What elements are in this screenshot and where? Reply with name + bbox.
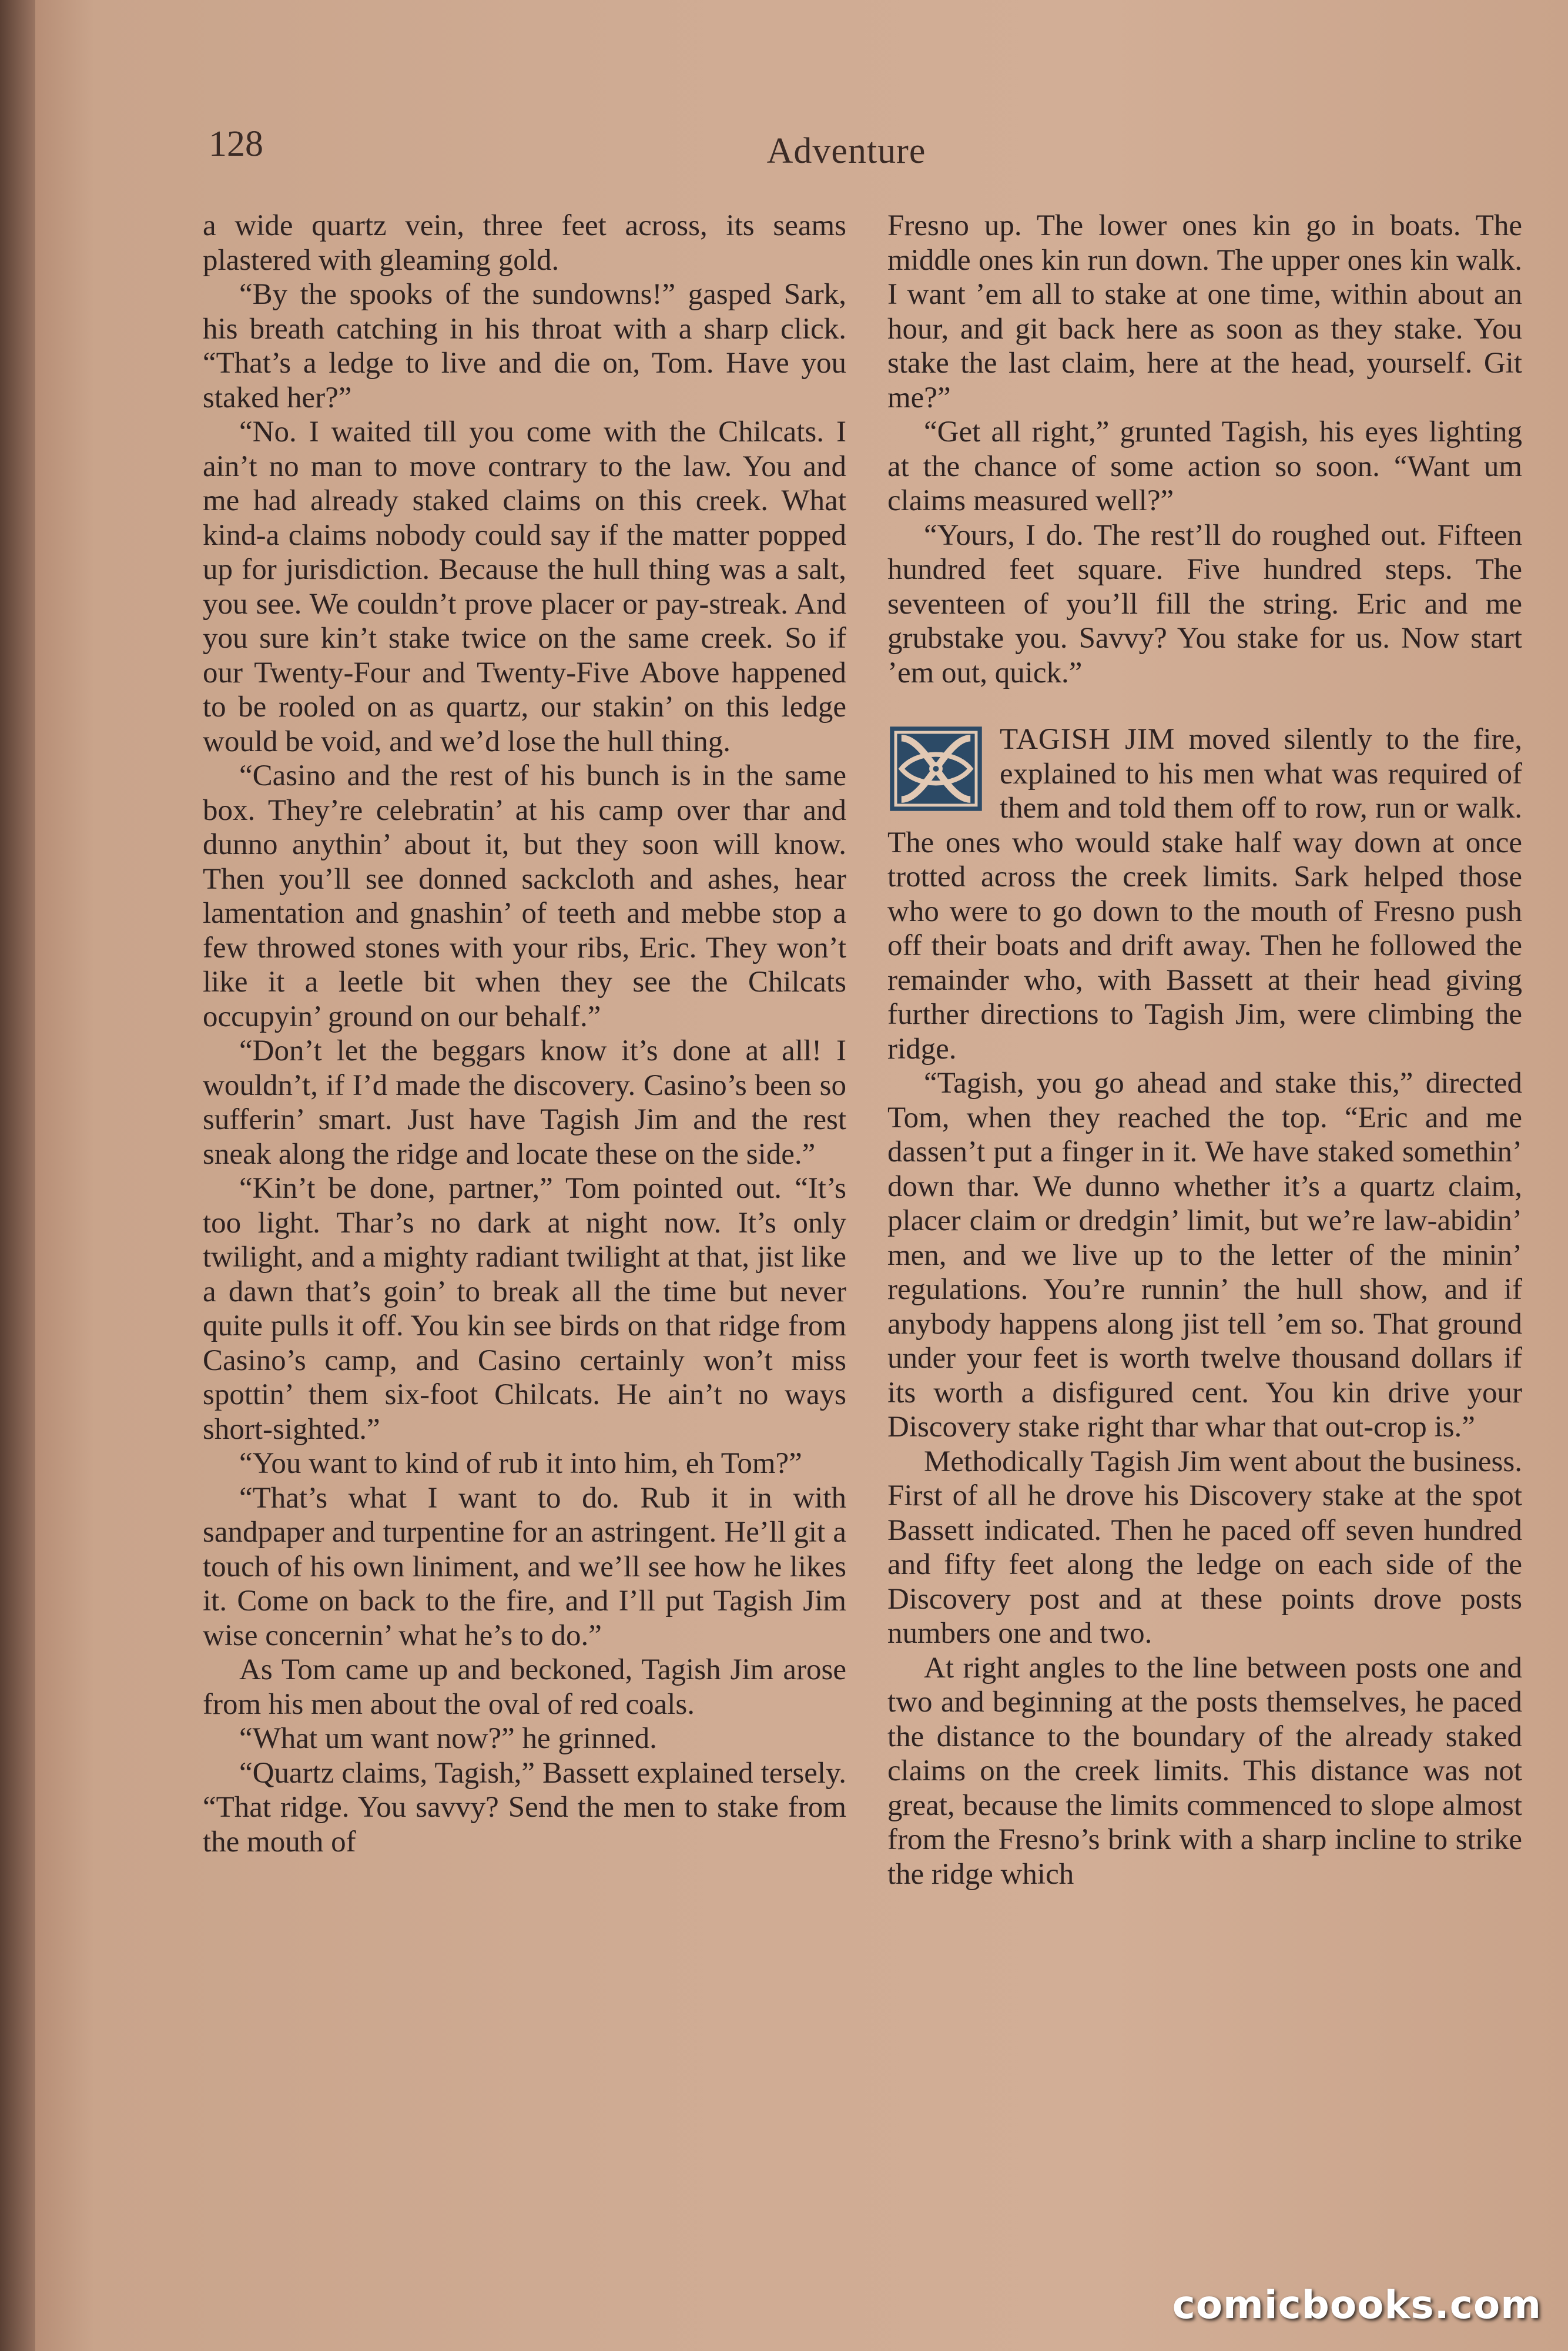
paragraph: “You want to kind of rub it into him, eh Tom?” xyxy=(239,1447,802,1480)
paragraph: “What um want now?” he grinned. xyxy=(239,1722,657,1755)
section-break xyxy=(887,722,1522,1891)
paragraph: At right angles to the line between posts one and two and beginning at the posts themselves, he paced the distance to the boundary of the already staked claims on the creek limits. This distance was not great, because the limits commenced to slope almost from the Fresno’s brink with a sharp incline to strike the ridge which xyxy=(887,1651,1522,1891)
paragraph: As Tom came up and beckoned, Tagish Jim arose from his men about the oval of red coals. xyxy=(203,1653,846,1721)
page-spine-shadow xyxy=(0,0,35,2351)
left-text-column xyxy=(203,209,846,1859)
section-lead-words: TAGISH JIM xyxy=(1000,723,1175,756)
paragraph: “No. I waited till you come with the Chilcats. I ain’t no man to move contrary to the law. You and me had already staked claims on this creek. What kind-a claims nobody could say if the matter popped up for jurisdiction. Because the hull thing was a salt, you see. We couldn’t prove placer or pay-streak. And you sure kin’t stake twice on the same creek. So if our Twenty-Four and Twenty-Five Above happened to be rooled on as quartz, our stakin’ on this ledge would be void, and we’d lose the hull thing. xyxy=(203,416,846,758)
paragraph: “Kin’t be done, partner,” Tom pointed out. “It’s too light. Thar’s no dark at night now. It’s only twilight, and a mighty radiant twilight at that, jist like a dawn that’s goin’ to break all the time but never quite pulls it off. You kin see birds on that ridge from Casino’s camp, and Casino certainly won’t miss spottin’ them six-foot Chilcats. He ain’t no ways short-sighted.” xyxy=(203,1172,846,1446)
paragraph: “That’s what I want to do. Rub it in with sandpaper and turpentine for an astringent. He’ll git a touch of his own liniment, and we’ll see how he likes it. Come on back to the fire, and I’ll put Tagish Jim wise concernin’ what he’s to do.” xyxy=(203,1481,846,1652)
paragraph: “Tagish, you go ahead and stake this,” directed Tom, when they reached the top. “Eric and me dassen’t put a finger in it. We have staked somethin’ down thar. We dunno whether it’s a quartz claim, placer claim or dredgin’ limit, but we’re law-abidin’ men, and we live up to the letter of the minin’ regulations. You’re runnin’ the hull show, and if anybody happens along jist tell ’em so. That ground under your feet is worth twelve thousand dollars if its worth a disfigured cent. You kin drive your Discovery stake right thar whar that out-crop is.” xyxy=(887,1067,1522,1444)
page-number: 128 xyxy=(209,124,263,164)
paragraph: “Yours, I do. The rest’ll do roughed out. Fifteen hundred feet square. Five hundred steps. The seventeen of you’ll fill the string. Eric and me grubstake you. Savvy? You stake for us. Now start ’em out, quick.” xyxy=(887,518,1522,689)
paragraph: “Don’t let the beggars know it’s done at all! I wouldn’t, if I’d made the discovery. Casino’s been so sufferin’ smart. Just have Tagish Jim and the rest sneak along the ridge and locate these on the side.” xyxy=(203,1034,846,1171)
section-opening-paragraph xyxy=(887,722,1522,1066)
paragraph: a wide quartz vein, three feet across, its seams plastered with gleaming gold. xyxy=(203,209,846,277)
paragraph: “By the spooks of the sundowns!” gasped Sark, his breath catching in his throat with a sharp click. “That’s a ledge to live and die on, Tom. Have you staked her?” xyxy=(203,278,846,414)
celtic-knot-icon xyxy=(887,725,984,813)
running-header-title: Adventure xyxy=(766,131,926,171)
paragraph: Fresno up. The lower ones kin go in boats. The middle ones kin run down. The upper ones kin walk. I want ’em all to stake at one time, within about an hour, and git back here as soon as they stake. You stake the last claim, here at the head, yourself. Git me?” xyxy=(887,209,1522,414)
paragraph: “Get all right,” grunted Tagish, his eyes lighting at the chance of some action so soon. “Want um claims measured well?” xyxy=(887,416,1522,517)
paragraph: Methodically Tagish Jim went about the business. First of all he drove his Discovery stake at the spot Bassett indicated. Then he paced off seven hundred and fifty feet along the ledge on each side of the Discovery post and at these points drove posts numbers one and two. xyxy=(887,1445,1522,1650)
paragraph: “Casino and the rest of his bunch is in the same box. They’re celebratin’ at his camp over thar and dunno anythin’ about it, but they soon will know. Then you’ll see donned sackcloth and ashes, hear lamentation and gnashin’ of teeth and mebbe stop a few throwed stones with your ribs, Eric. They won’t like it a leetle bit when they see the Chilcats occupyin’ ground on our behalf.” xyxy=(203,759,846,1033)
section-lead-text: moved silently to the fire, explained to his men what was required of them and told them off to row, run or walk. The ones who would stake half way down at once trotted across the creek limits. Sark helped those who were to go down to the mouth of Fresno push off their boats and drift away. Then he followed the remainder who, with Bassett at their head giving further directions to Tagish Jim, were climbing the ridge. xyxy=(887,723,1522,1066)
site-watermark: comicbooks.com xyxy=(1172,2282,1542,2327)
right-text-column xyxy=(887,209,1522,1891)
paragraph: “Quartz claims, Tagish,” Bassett explained tersely. “That ridge. You savvy? Send the men to stake from the mouth of xyxy=(203,1756,846,1858)
